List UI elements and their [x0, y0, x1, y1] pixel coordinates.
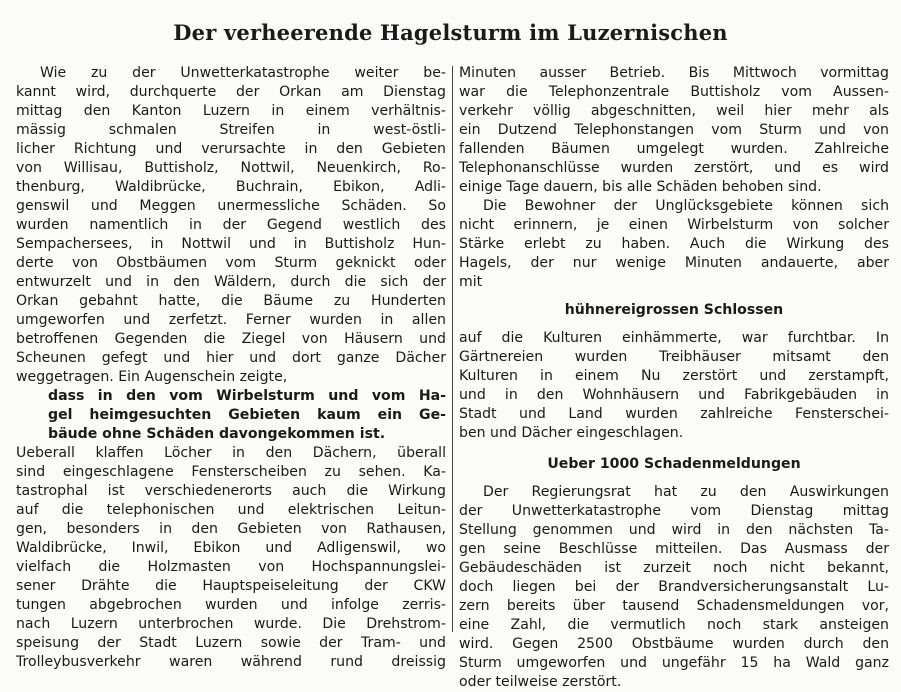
text-line: wurden namentlich in der Gegend westlich des: [16, 217, 446, 233]
text-line: gen, besonders in den Gebieten von Rathausen,: [16, 521, 446, 537]
text-line: von Willisau, Buttisholz, Nottwil, Neuenkirch, Ro-: [16, 160, 446, 176]
text-line: eine Zahl, die vermutlich noch stark ansteigen: [459, 617, 889, 633]
text-line: Sempachersees, in Nottwil und in Buttisholz Hun-: [16, 236, 446, 252]
text-line: Stadt und Land wurden zahlreiche Fensterschei-: [459, 406, 889, 422]
paragraph-4: [459, 483, 889, 692]
text-line: Trolleybusverkehr waren während rund dreissig: [16, 654, 446, 670]
text-line: doch liegen bei der Brandversicherungsanstalt Lu-: [459, 579, 889, 595]
text-line: umgeworfen und zerfetzt. Ferner wurden in allen: [16, 312, 446, 328]
text-line: kannt wird, durchquerte der Orkan am Dienstag: [16, 84, 446, 100]
column-divider: [452, 66, 453, 632]
text-line: ben und Dächer eingeschlagen.: [459, 425, 684, 441]
text-line: mässig schmalen Streifen in west-östli-: [16, 122, 446, 138]
text-line: sind eingeschlagene Fensterscheiben zu sehen. Ka-: [16, 464, 446, 480]
text-line: entwurzelt und in den Wäldern, durch die sich der: [16, 274, 446, 290]
text-line: einige Tage dauern, bis alle Schäden behoben sind.: [459, 179, 822, 195]
text-line: betroffenen Gegenden die Ziegel von Häusern und: [16, 331, 446, 347]
text-line: Die Bewohner der Unglücksgebiete können sich: [483, 198, 889, 214]
text-line: derte von Obstbäumen vom Sturm geknickt oder: [16, 255, 446, 271]
text-line: Sturm umgeworfen und ungefähr 15 ha Wald ganz: [459, 655, 889, 671]
text-line: Waldibrücke, Inwil, Ebikon und Adligenswil, wo: [16, 540, 446, 556]
text-line: mit: [459, 274, 483, 290]
paragraph-1: [16, 64, 446, 387]
text-line: Minuten ausser Betrieb. Bis Mittwoch vormittag: [459, 65, 889, 81]
subheading: Ueber 1000 Schadenmeldungen: [547, 456, 801, 472]
text-line: oder teilweise zerstört.: [459, 674, 622, 690]
text-line: ein Dutzend Telephonstangen vom Sturm und von: [459, 122, 889, 138]
right-column: [459, 64, 889, 692]
highlight-line: bäude ohne Schäden davongekommen ist.: [48, 426, 386, 442]
spacer: [459, 292, 889, 301]
highlight-block: [16, 387, 446, 444]
paragraph-2: [16, 444, 446, 672]
text-line: Telephonanschlüsse wurden zerstört, und es wird: [459, 160, 889, 176]
text-line: sener Drähte die Hauptspeiseleitung der CKW: [16, 578, 446, 594]
text-line: zern bereits über tausend Schadensmeldungen vor,: [459, 598, 889, 614]
spacer: [459, 320, 889, 329]
text-line: gen seine Beschlüsse mitteilen. Das Ausmass der: [459, 541, 889, 557]
paragraph-3: [459, 329, 889, 443]
text-line: Kulturen in einem Nu zerstört und zerstampft,: [459, 368, 889, 384]
text-line: auf die telephonischen und elektrischen Leitun-: [16, 502, 446, 518]
text-line: verkehr völlig abgeschnitten, weil hier mehr als: [459, 103, 889, 119]
text-line: Orkan gebahnt hatte, die Bäume zu Hunderten: [16, 293, 446, 309]
text-line: wird. Gegen 2500 Obstbäume wurden durch den: [459, 636, 889, 652]
text-line: genswil und Meggen unermessliche Schäden. So: [16, 198, 446, 214]
text-line: und in den Wohnhäusern und Fabrikgebäuden in: [459, 387, 889, 403]
text-line: tastrophal ist verschiedenerorts auch die Wirkung: [16, 483, 446, 499]
text-line: Stärke erlebt zu haben. Auch die Wirkung des: [459, 236, 889, 252]
highlight-line: gel heimgesuchten Gebieten kaum ein Ge-: [48, 407, 446, 423]
left-column: [16, 64, 446, 672]
text-line: nach Luzern unterbrochen wurde. Die Drehstrom-: [16, 616, 446, 632]
paragraph-2: [459, 197, 889, 292]
text-line: Gebäudeschäden ist zurzeit noch nicht bekannt,: [459, 560, 889, 576]
text-line: Stellung genommen und wird in den nächsten Ta-: [459, 522, 889, 538]
text-line: Gärtnereien wurden Treibhäuser mitsamt den: [459, 349, 889, 365]
text-line: Hagels, der nur wenige Minuten andauerte, aber: [459, 255, 889, 271]
text-line: Scheunen gefegt und hier und dort ganze Dächer: [16, 350, 446, 366]
text-line: licher Richtung und verursachte in den Gebieten: [16, 141, 446, 157]
spacer: [459, 443, 889, 455]
text-line: der Unwetterkatastrophe vom Dienstag mittag: [459, 503, 889, 519]
text-line: mittag den Kanton Luzern in einem verhältnis-: [16, 103, 446, 119]
text-line: vielfach die Holzmasten von Hochspannungslei-: [16, 559, 446, 575]
text-line: auf die Kulturen einhämmerte, war furchtbar. In: [459, 330, 889, 346]
text-line: Ueberall klaffen Löcher in den Dächern, überall: [16, 445, 446, 461]
highlight-line: dass in den vom Wirbelsturm und vom Ha-: [48, 388, 446, 404]
highlight-phrase: hühnereigrossen Schlossen: [564, 302, 784, 318]
text-line: weggetragen. Ein Augenschein zeigte,: [16, 369, 288, 385]
text-line: nicht erinnern, je einen Wirbelsturm von solcher: [459, 217, 889, 233]
text-line: speisung der Stadt Luzern sowie der Tram- und: [16, 635, 446, 651]
spacer: [459, 474, 889, 483]
text-line: thenburg, Waldibrücke, Buchrain, Ebikon, Adli-: [16, 179, 446, 195]
text-line: Der Regierungsrat hat zu den Auswirkungen: [483, 484, 889, 500]
headline: Der verheerende Hagelsturm im Luzernischen: [173, 20, 728, 45]
text-line: tungen abgebrochen wurden und infolge zerris-: [16, 597, 446, 613]
paragraph-1: [459, 64, 889, 197]
text-line: fallenden Bäumen umgelegt wurden. Zahlreiche: [459, 141, 889, 157]
text-line: war die Telephonzentrale Buttisholz vom Aussen-: [459, 84, 889, 100]
text-line: Wie zu der Unwetterkatastrophe weiter be-: [40, 65, 446, 81]
